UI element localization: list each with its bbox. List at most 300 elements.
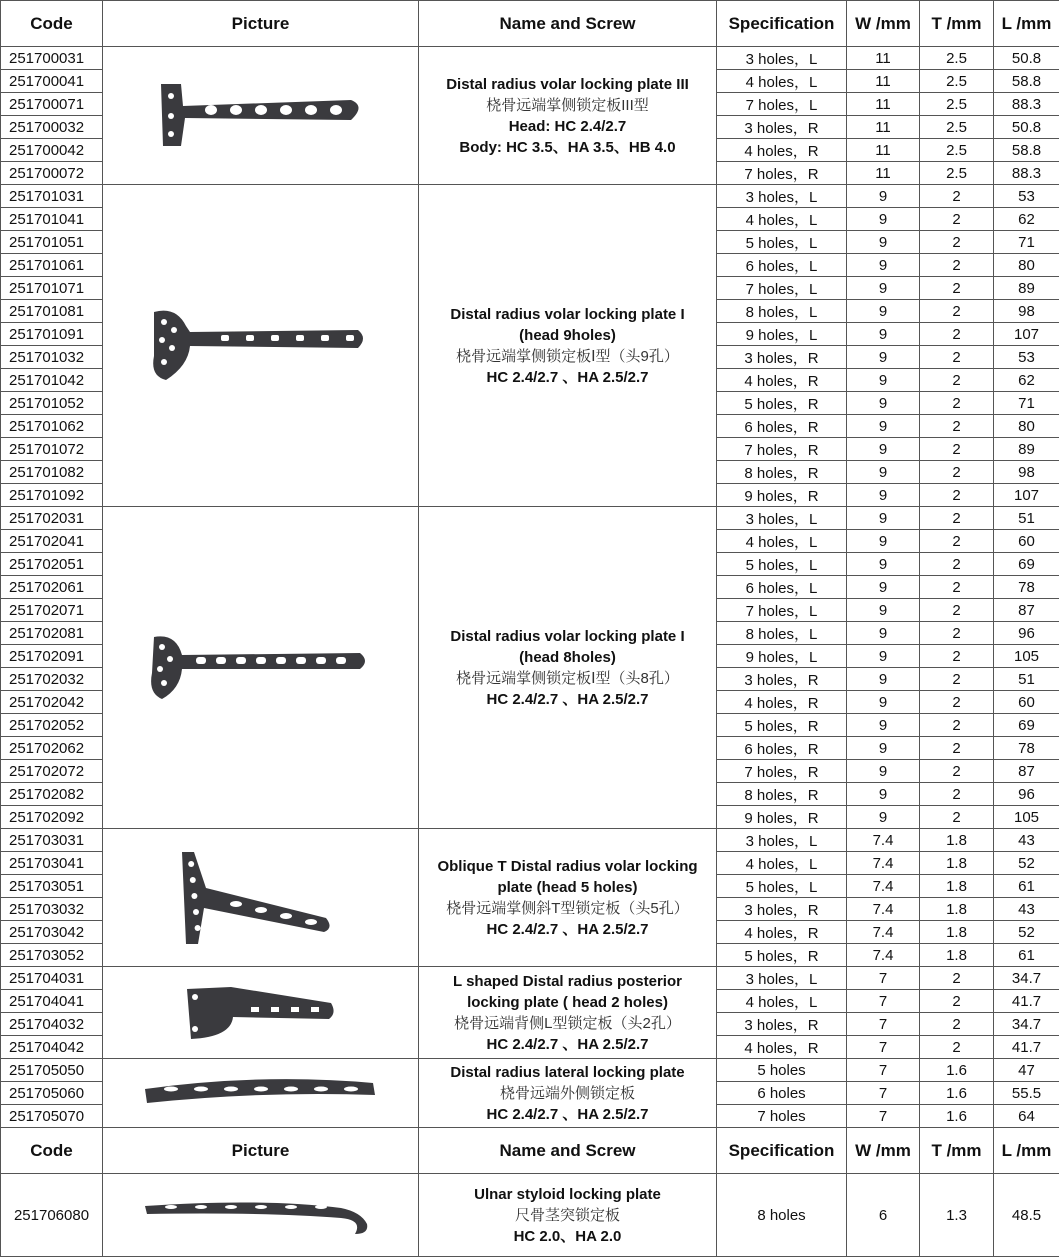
t-cell: 2 [920, 231, 994, 254]
w-cell: 9 [847, 783, 920, 806]
product-name-cell [419, 185, 717, 507]
t-cell: 2 [920, 967, 994, 990]
table-row [1, 1059, 1059, 1082]
spec-cell: 8 holes，L [717, 300, 847, 323]
l-cell: 47 [994, 1059, 1059, 1082]
code-cell: 251702081 [1, 622, 103, 645]
code-cell: 251700032 [1, 116, 103, 139]
table-row [1, 967, 1059, 990]
spec-cell: 4 holes，L [717, 852, 847, 875]
spec-cell: 6 holes [717, 1082, 847, 1105]
code-cell: 251701042 [1, 369, 103, 392]
product-name-line: 桡骨远端掌侧斜T型锁定板（头5孔） [446, 899, 689, 917]
product-name-line: HC 2.4/2.7 、HA 2.5/2.7 [486, 690, 649, 708]
t-cell: 2.5 [920, 116, 994, 139]
l-cell: 107 [994, 484, 1059, 507]
code-cell: 251705050 [1, 1059, 103, 1082]
spec-cell: 5 holes，L [717, 875, 847, 898]
spec-cell: 9 holes，L [717, 645, 847, 668]
code-cell: 251700042 [1, 139, 103, 162]
w-cell: 9 [847, 645, 920, 668]
w-cell: 7 [847, 1105, 920, 1128]
w-cell: 11 [847, 116, 920, 139]
product-name-line: HC 2.0、HA 2.0 [513, 1227, 622, 1245]
t-cell: 2 [920, 691, 994, 714]
l-cell: 105 [994, 806, 1059, 829]
product-name-line: (head 8holes) [519, 648, 616, 666]
t-cell: 2 [920, 530, 994, 553]
code-cell: 251701061 [1, 254, 103, 277]
spec-cell: 3 holes，R [717, 346, 847, 369]
w-cell: 9 [847, 369, 920, 392]
spec-cell: 8 holes，L [717, 622, 847, 645]
picture-cell [103, 185, 419, 507]
t-cell: 2 [920, 254, 994, 277]
code-cell: 251703051 [1, 875, 103, 898]
table-row [1, 47, 1059, 70]
header-t: T /mm [920, 1, 994, 47]
l-cell: 51 [994, 507, 1059, 530]
l-cell: 62 [994, 208, 1059, 231]
l-cell: 80 [994, 254, 1059, 277]
w-cell: 11 [847, 139, 920, 162]
w-cell: 7.4 [847, 875, 920, 898]
t-cell: 2.5 [920, 93, 994, 116]
w-cell: 7 [847, 1059, 920, 1082]
l-cell: 64 [994, 1105, 1059, 1128]
t-cell: 2.5 [920, 47, 994, 70]
l-cell: 88.3 [994, 93, 1059, 116]
code-cell: 251703052 [1, 944, 103, 967]
w-cell: 7.4 [847, 921, 920, 944]
l-cell: 62 [994, 369, 1059, 392]
header-code: Code [1, 1, 103, 47]
w-cell: 9 [847, 231, 920, 254]
l-cell: 53 [994, 185, 1059, 208]
l-cell: 52 [994, 852, 1059, 875]
product-name-cell [419, 967, 717, 1059]
picture-cell [103, 1174, 419, 1257]
l-cell: 69 [994, 714, 1059, 737]
w-cell: 7 [847, 967, 920, 990]
t-cell: 2 [920, 208, 994, 231]
w-cell: 9 [847, 806, 920, 829]
spec-cell: 5 holes，R [717, 714, 847, 737]
w-cell: 9 [847, 668, 920, 691]
picture-cell [103, 47, 419, 185]
product-name-line: HC 2.4/2.7 、HA 2.5/2.7 [486, 1105, 649, 1123]
table-row [1, 1174, 1059, 1257]
table-row [1, 185, 1059, 208]
code-cell: 251700031 [1, 47, 103, 70]
code-cell: 251703031 [1, 829, 103, 852]
w-cell: 9 [847, 622, 920, 645]
product-name-line: HC 2.4/2.7 、HA 2.5/2.7 [486, 920, 649, 938]
header-picture: Picture [103, 1128, 419, 1174]
l-cell: 89 [994, 438, 1059, 461]
header-t: T /mm [920, 1128, 994, 1174]
header-name: Name and Screw [419, 1, 717, 47]
t-cell: 2 [920, 461, 994, 484]
spec-cell: 7 holes，L [717, 93, 847, 116]
w-cell: 9 [847, 599, 920, 622]
l-cell: 69 [994, 553, 1059, 576]
header-w: W /mm [847, 1, 920, 47]
w-cell: 7 [847, 1013, 920, 1036]
t-cell: 1.8 [920, 829, 994, 852]
t-cell: 2 [920, 806, 994, 829]
product-name-line: Distal radius volar locking plate I [450, 627, 685, 645]
code-cell: 251701091 [1, 323, 103, 346]
l-cell: 107 [994, 323, 1059, 346]
w-cell: 11 [847, 93, 920, 116]
code-cell: 251701052 [1, 392, 103, 415]
spec-cell: 4 holes，R [717, 139, 847, 162]
t-cell: 2 [920, 645, 994, 668]
code-cell: 251703042 [1, 921, 103, 944]
code-cell: 251702051 [1, 553, 103, 576]
header-l: L /mm [994, 1128, 1059, 1174]
code-cell: 251704032 [1, 1013, 103, 1036]
header-row [1, 1128, 1059, 1174]
picture-cell [103, 829, 419, 967]
spec-cell: 8 holes，R [717, 461, 847, 484]
l-cell: 96 [994, 622, 1059, 645]
w-cell: 7 [847, 1082, 920, 1105]
spec-cell: 4 holes，L [717, 70, 847, 93]
code-cell: 251702091 [1, 645, 103, 668]
product-name-line: L shaped Distal radius posterior [453, 972, 682, 990]
l-cell: 53 [994, 346, 1059, 369]
spec-cell: 3 holes，R [717, 1013, 847, 1036]
t-cell: 2.5 [920, 139, 994, 162]
code-cell: 251701072 [1, 438, 103, 461]
product-name-cell [419, 507, 717, 829]
product-name-line: 桡骨远端外侧锁定板 [499, 1084, 635, 1102]
plate-lateral-icon [103, 1073, 418, 1113]
t-cell: 2 [920, 714, 994, 737]
spec-cell: 9 holes，L [717, 323, 847, 346]
w-cell: 9 [847, 553, 920, 576]
t-cell: 2 [920, 392, 994, 415]
code-cell: 251702071 [1, 599, 103, 622]
code-cell: 251702032 [1, 668, 103, 691]
spec-cell: 5 holes，L [717, 231, 847, 254]
plate-ulnar-styloid-icon [103, 1190, 418, 1240]
w-cell: 7 [847, 990, 920, 1013]
l-cell: 51 [994, 668, 1059, 691]
code-cell: 251701051 [1, 231, 103, 254]
product-name-line: HC 2.4/2.7 、HA 2.5/2.7 [486, 1035, 649, 1053]
product-name-line: Distal radius volar locking plate III [446, 75, 689, 93]
table-row [1, 829, 1059, 852]
t-cell: 1.3 [920, 1174, 994, 1257]
plate-t-9holes-icon [103, 306, 418, 386]
code-cell: 251702061 [1, 576, 103, 599]
code-cell: 251700072 [1, 162, 103, 185]
spec-cell: 5 holes，R [717, 944, 847, 967]
header-spec: Specification [717, 1, 847, 47]
t-cell: 1.8 [920, 944, 994, 967]
spec-cell: 6 holes，R [717, 415, 847, 438]
spec-cell: 3 holes，L [717, 185, 847, 208]
product-name-line: Body: HC 3.5、HA 3.5、HB 4.0 [459, 138, 676, 156]
l-cell: 43 [994, 898, 1059, 921]
w-cell: 11 [847, 162, 920, 185]
w-cell: 7.4 [847, 829, 920, 852]
spec-cell: 4 holes，L [717, 530, 847, 553]
t-cell: 1.8 [920, 852, 994, 875]
product-name-line: 桡骨远端掌侧锁定板III型 [486, 96, 649, 114]
code-cell: 251702041 [1, 530, 103, 553]
w-cell: 9 [847, 530, 920, 553]
l-cell: 105 [994, 645, 1059, 668]
l-cell: 80 [994, 415, 1059, 438]
t-cell: 2 [920, 185, 994, 208]
l-cell: 88.3 [994, 162, 1059, 185]
product-name-line: Ulnar styloid locking plate [474, 1185, 661, 1203]
t-cell: 2 [920, 553, 994, 576]
w-cell: 7.4 [847, 898, 920, 921]
product-name-line: 桡骨远端掌侧锁定板Ⅰ型（头8孔） [456, 669, 679, 687]
spec-cell: 5 holes [717, 1059, 847, 1082]
spec-cell: 6 holes，L [717, 254, 847, 277]
spec-cell: 3 holes，L [717, 967, 847, 990]
w-cell: 9 [847, 346, 920, 369]
w-cell: 11 [847, 47, 920, 70]
code-cell: 251701032 [1, 346, 103, 369]
spec-cell: 7 holes，L [717, 277, 847, 300]
header-spec: Specification [717, 1128, 847, 1174]
t-cell: 2 [920, 323, 994, 346]
t-cell: 2 [920, 507, 994, 530]
w-cell: 9 [847, 300, 920, 323]
l-cell: 34.7 [994, 1013, 1059, 1036]
table-row [1, 507, 1059, 530]
code-cell: 251701062 [1, 415, 103, 438]
code-cell: 251702031 [1, 507, 103, 530]
product-name-line: Oblique T Distal radius volar locking [437, 857, 698, 875]
spec-cell: 4 holes，R [717, 369, 847, 392]
spec-cell: 4 holes，R [717, 921, 847, 944]
l-cell: 71 [994, 231, 1059, 254]
product-name-line: Distal radius volar locking plate I [450, 305, 685, 323]
l-cell: 61 [994, 944, 1059, 967]
t-cell: 2.5 [920, 162, 994, 185]
w-cell: 9 [847, 507, 920, 530]
code-cell: 251701041 [1, 208, 103, 231]
picture-cell [103, 1059, 419, 1128]
t-cell: 2 [920, 599, 994, 622]
header-w: W /mm [847, 1128, 920, 1174]
code-cell: 251702072 [1, 760, 103, 783]
t-cell: 2 [920, 760, 994, 783]
t-cell: 2 [920, 277, 994, 300]
product-name-line: Head: HC 2.4/2.7 [508, 117, 627, 135]
product-name-line: (head 9holes) [519, 326, 616, 344]
product-name-cell [419, 47, 717, 185]
w-cell: 9 [847, 438, 920, 461]
l-cell: 60 [994, 691, 1059, 714]
t-cell: 2 [920, 737, 994, 760]
t-cell: 2 [920, 1036, 994, 1059]
spec-cell: 8 holes [717, 1174, 847, 1257]
w-cell: 7.4 [847, 944, 920, 967]
w-cell: 9 [847, 691, 920, 714]
product-name-cell [419, 829, 717, 967]
code-cell: 251706080 [1, 1174, 103, 1257]
t-cell: 2 [920, 990, 994, 1013]
spec-cell: 7 holes，R [717, 438, 847, 461]
l-cell: 60 [994, 530, 1059, 553]
spec-cell: 3 holes，R [717, 668, 847, 691]
plate-t-iii-icon [103, 76, 418, 156]
spec-cell: 5 holes，L [717, 553, 847, 576]
l-cell: 98 [994, 461, 1059, 484]
t-cell: 2 [920, 668, 994, 691]
spec-cell: 3 holes，R [717, 898, 847, 921]
t-cell: 1.6 [920, 1059, 994, 1082]
w-cell: 9 [847, 484, 920, 507]
code-cell: 251702082 [1, 783, 103, 806]
picture-cell [103, 507, 419, 829]
product-name-line: 桡骨远端背侧L型锁定板（头2孔） [454, 1014, 681, 1032]
t-cell: 2 [920, 484, 994, 507]
w-cell: 9 [847, 415, 920, 438]
l-cell: 58.8 [994, 70, 1059, 93]
product-name-line: Distal radius lateral locking plate [450, 1063, 685, 1081]
code-cell: 251703032 [1, 898, 103, 921]
t-cell: 2.5 [920, 70, 994, 93]
t-cell: 1.6 [920, 1082, 994, 1105]
spec-cell: 6 holes，R [717, 737, 847, 760]
code-cell: 251702052 [1, 714, 103, 737]
w-cell: 11 [847, 70, 920, 93]
code-cell: 251704031 [1, 967, 103, 990]
code-cell: 251704042 [1, 1036, 103, 1059]
w-cell: 9 [847, 461, 920, 484]
t-cell: 2 [920, 783, 994, 806]
product-name-line: locking plate ( head 2 holes) [467, 993, 668, 1011]
l-cell: 78 [994, 576, 1059, 599]
spec-cell: 4 holes，L [717, 208, 847, 231]
t-cell: 1.6 [920, 1105, 994, 1128]
header-row [1, 1, 1059, 47]
l-cell: 71 [994, 392, 1059, 415]
l-cell: 98 [994, 300, 1059, 323]
product-name-cell [419, 1059, 717, 1128]
spec-cell: 4 holes，R [717, 1036, 847, 1059]
l-cell: 96 [994, 783, 1059, 806]
code-cell: 251701071 [1, 277, 103, 300]
spec-cell: 4 holes，L [717, 990, 847, 1013]
w-cell: 9 [847, 576, 920, 599]
l-cell: 78 [994, 737, 1059, 760]
header-l: L /mm [994, 1, 1059, 47]
spec-cell: 3 holes，L [717, 507, 847, 530]
spec-cell: 3 holes，R [717, 116, 847, 139]
w-cell: 6 [847, 1174, 920, 1257]
code-cell: 251701081 [1, 300, 103, 323]
t-cell: 1.8 [920, 898, 994, 921]
w-cell: 9 [847, 737, 920, 760]
t-cell: 2 [920, 300, 994, 323]
l-cell: 41.7 [994, 1036, 1059, 1059]
header-code: Code [1, 1128, 103, 1174]
spec-cell: 7 holes [717, 1105, 847, 1128]
plate-l-shaped-icon [103, 983, 418, 1043]
l-cell: 52 [994, 921, 1059, 944]
w-cell: 9 [847, 185, 920, 208]
t-cell: 2 [920, 369, 994, 392]
w-cell: 7.4 [847, 852, 920, 875]
t-cell: 2 [920, 438, 994, 461]
w-cell: 9 [847, 392, 920, 415]
spec-cell: 4 holes，R [717, 691, 847, 714]
w-cell: 9 [847, 254, 920, 277]
product-name-line: plate (head 5 holes) [497, 878, 638, 896]
l-cell: 41.7 [994, 990, 1059, 1013]
header-name: Name and Screw [419, 1128, 717, 1174]
l-cell: 34.7 [994, 967, 1059, 990]
l-cell: 55.5 [994, 1082, 1059, 1105]
code-cell: 251701082 [1, 461, 103, 484]
code-cell: 251701092 [1, 484, 103, 507]
code-cell: 251703041 [1, 852, 103, 875]
product-name-line: HC 2.4/2.7 、HA 2.5/2.7 [486, 368, 649, 386]
spec-cell: 7 holes，R [717, 162, 847, 185]
code-cell: 251704041 [1, 990, 103, 1013]
spec-cell: 5 holes，R [717, 392, 847, 415]
code-cell: 251701031 [1, 185, 103, 208]
plate-t-8holes-icon [103, 633, 418, 703]
code-cell: 251700071 [1, 93, 103, 116]
l-cell: 48.5 [994, 1174, 1059, 1257]
plate-oblique-t-icon [103, 848, 418, 948]
l-cell: 87 [994, 760, 1059, 783]
t-cell: 2 [920, 1013, 994, 1036]
spec-cell: 6 holes，L [717, 576, 847, 599]
code-cell: 251705060 [1, 1082, 103, 1105]
spec-cell: 9 holes，R [717, 806, 847, 829]
spec-cell: 7 holes，L [717, 599, 847, 622]
t-cell: 1.8 [920, 875, 994, 898]
l-cell: 50.8 [994, 47, 1059, 70]
code-cell: 251702092 [1, 806, 103, 829]
header-picture: Picture [103, 1, 419, 47]
spec-cell: 3 holes，L [717, 47, 847, 70]
picture-cell [103, 967, 419, 1059]
t-cell: 2 [920, 415, 994, 438]
spec-cell: 7 holes，R [717, 760, 847, 783]
code-cell: 251705070 [1, 1105, 103, 1128]
w-cell: 9 [847, 760, 920, 783]
t-cell: 2 [920, 576, 994, 599]
spec-cell: 9 holes，R [717, 484, 847, 507]
l-cell: 89 [994, 277, 1059, 300]
t-cell: 2 [920, 346, 994, 369]
l-cell: 87 [994, 599, 1059, 622]
l-cell: 43 [994, 829, 1059, 852]
l-cell: 58.8 [994, 139, 1059, 162]
spec-cell: 3 holes，L [717, 829, 847, 852]
product-name-cell [419, 1174, 717, 1257]
t-cell: 2 [920, 622, 994, 645]
w-cell: 9 [847, 714, 920, 737]
t-cell: 1.8 [920, 921, 994, 944]
code-cell: 251702042 [1, 691, 103, 714]
w-cell: 9 [847, 208, 920, 231]
